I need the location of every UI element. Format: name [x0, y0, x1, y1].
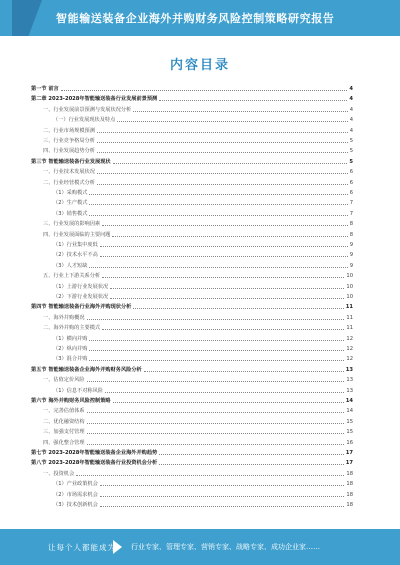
toc-entry[interactable]: [31, 500, 353, 508]
toc-leader-dots: [110, 298, 344, 299]
toc-entry[interactable]: [31, 209, 353, 217]
toc-entry-page: 10: [346, 283, 353, 290]
toc-entry-label: （1）信息不对称风险: [53, 387, 103, 394]
toc-entry-page: 4: [349, 127, 353, 134]
toc-entry-page: 14: [346, 408, 353, 415]
toc-entry[interactable]: [31, 250, 353, 258]
toc-entry[interactable]: [31, 458, 353, 466]
toc-leader-dots: [102, 277, 344, 278]
toc-entry-page: 6: [349, 169, 353, 176]
toc-leader-dots: [61, 90, 348, 91]
toc-entry-label: （1）采购模式: [53, 190, 88, 196]
toc-entry[interactable]: [31, 178, 353, 186]
table-of-contents: [31, 84, 353, 516]
toc-leader-dots: [89, 194, 347, 195]
toc-entry-label: 三、加强支付管理: [43, 429, 85, 436]
toc-entry-label: （3）混合并购: [53, 356, 88, 363]
toc-entry[interactable]: [31, 167, 353, 175]
toc-leader-dots: [133, 111, 347, 112]
toc-leader-dots: [100, 506, 345, 507]
toc-entry-label: 二、行业经营模式分析: [43, 179, 95, 186]
toc-entry-label: 五、行业上下游关系分析: [43, 273, 101, 280]
toc-entry-page: 8: [349, 221, 353, 228]
toc-entry[interactable]: [31, 438, 353, 446]
toc-entry[interactable]: [31, 427, 353, 435]
toc-entry-label: 三、行业发展的影响因素: [43, 221, 101, 228]
toc-entry[interactable]: [31, 292, 353, 300]
toc-entry-page: 11: [345, 304, 353, 311]
toc-entry-page: 17: [345, 460, 353, 467]
toc-entry-page: 9: [349, 242, 353, 248]
toc-entry[interactable]: [31, 344, 353, 352]
toc-leader-dots: [87, 433, 345, 434]
toc-entry-page: 14: [345, 398, 353, 404]
toc-entry-page: 5: [349, 148, 353, 155]
toc-entry-page: 17: [345, 450, 353, 456]
toc-entry-page: 4: [349, 106, 353, 113]
toc-leader-dots: [102, 329, 344, 330]
toc-entry-label: 四、行业发展面临的主要问题: [43, 231, 111, 238]
toc-leader-dots: [97, 173, 348, 174]
toc-leader-dots: [102, 225, 348, 226]
toc-entry[interactable]: [31, 365, 353, 373]
toc-leader-dots: [89, 204, 347, 205]
toc-entry[interactable]: [31, 334, 353, 342]
toc-entry-page: 16: [346, 439, 353, 446]
toc-leader-dots: [87, 423, 345, 424]
toc-entry-page: 15: [346, 418, 353, 425]
toc-entry-label: （一）行业发展现状及特点: [53, 117, 116, 124]
toc-entry-label: 三、行业竞争格局分析: [43, 138, 95, 144]
toc-entry-page: 13: [345, 366, 353, 373]
toc-entry-label: 二、海外并购的主要模式: [43, 325, 101, 332]
toc-leader-dots: [159, 464, 344, 465]
toc-entry-label: 二、行业市场规模预测: [43, 127, 95, 134]
toc-leader-dots: [100, 496, 345, 497]
toc-leader-dots: [113, 163, 348, 164]
toc-entry[interactable]: [31, 126, 353, 134]
toc-leader-dots: [113, 402, 344, 403]
toc-leader-dots: [87, 319, 345, 320]
toc-entry[interactable]: [31, 479, 353, 487]
toc-entry[interactable]: [31, 261, 353, 269]
toc-entry[interactable]: [31, 313, 353, 321]
toc-leader-dots: [97, 142, 348, 143]
toc-entry-label: 第八节 2023-2028年智能输送装备行业投资机会分析: [31, 460, 158, 467]
toc-leader-dots: [117, 121, 347, 122]
toc-entry-page: 9: [349, 252, 353, 259]
toc-entry[interactable]: [31, 105, 353, 113]
toc-entry-page: 10: [346, 294, 353, 300]
toc-entry[interactable]: [31, 302, 353, 310]
toc-entry-page: 18: [346, 502, 353, 508]
toc-entry-page: 15: [346, 429, 353, 436]
toc-entry[interactable]: [31, 417, 353, 425]
toc-entry-page: 9: [349, 262, 353, 269]
toc-entry[interactable]: [31, 136, 353, 144]
toc-leader-dots: [105, 392, 344, 393]
toc-entry[interactable]: [31, 323, 353, 331]
toc-entry-page: 18: [346, 470, 353, 477]
toc-entry-label: 第六节 海外并购财务风险控制策略: [31, 398, 111, 404]
toc-entry-label: 第四节 智能输送装备行业海外并购现状分析: [31, 304, 132, 311]
toc-entry[interactable]: [31, 157, 353, 165]
toc-leader-dots: [89, 350, 344, 351]
toc-entry-page: 12: [346, 335, 353, 342]
toc-leader-dots: [76, 475, 344, 476]
toc-leader-dots: [97, 152, 348, 153]
toc-entry-page: 13: [346, 377, 353, 384]
toc-entry-label: 第二章 2023-2028年智能输送装备行业发展前景预测: [31, 96, 158, 103]
toc-entry-label: （2）市场需求机会: [53, 491, 98, 498]
toc-entry-label: （2）技术水平不高: [53, 252, 98, 259]
toc-entry-page: 18: [346, 491, 353, 498]
toc-entry-label: 四、强化整合管理: [43, 439, 85, 446]
toc-entry[interactable]: [31, 94, 353, 102]
toc-entry-page: 4: [349, 117, 353, 124]
toc-entry[interactable]: [31, 469, 353, 477]
toc-leader-dots: [89, 340, 344, 341]
toc-leader-dots: [89, 215, 347, 216]
toc-leader-dots: [100, 246, 348, 247]
toc-entry[interactable]: [31, 115, 353, 123]
toc-entry-page: 8: [349, 231, 353, 238]
toc-leader-dots: [87, 381, 345, 382]
report-title: 智能输送装备企业海外并购财务风险控制策略研究报告: [56, 12, 335, 25]
toc-entry-page: 18: [346, 481, 353, 488]
toc-leader-dots: [89, 267, 347, 268]
toc-entry[interactable]: [31, 406, 353, 414]
toc-entry-label: 一、行业发展前景预测与发展状况分析: [43, 106, 132, 113]
toc-entry-label: （1）上游行业发展状况: [53, 283, 109, 290]
header-logo-icon: [12, 0, 42, 36]
toc-entry-label: （3）销售模式: [53, 210, 88, 217]
toc-entry-label: （1）产业政策机会: [53, 481, 98, 488]
toc-leader-dots: [159, 454, 344, 455]
toc-leader-dots: [159, 100, 347, 101]
toc-entry-label: （3）人才短缺: [53, 262, 88, 269]
toc-entry[interactable]: [31, 490, 353, 498]
toc-entry-page: 10: [346, 273, 353, 280]
toc-entry-label: 四、行业发展趋势分析: [43, 148, 95, 155]
toc-entry-label: 一、海外并购概况: [43, 314, 85, 321]
toc-entry-page: 5: [349, 158, 353, 165]
toc-entry-page: 12: [346, 356, 353, 363]
toc-entry[interactable]: [31, 375, 353, 383]
toc-leader-dots: [87, 444, 345, 445]
page-footer: [0, 529, 400, 565]
toc-entry-label: 一、行业技术发展状况: [43, 169, 95, 176]
toc-entry[interactable]: [31, 240, 353, 248]
toc-entry-page: 11: [346, 314, 353, 321]
page-header: [0, 0, 400, 36]
toc-entry-label: 第三节 智能输送装备行业发展现状: [31, 158, 111, 165]
toc-entry-label: （1）行业集中度低: [53, 242, 98, 248]
toc-leader-dots: [112, 236, 347, 237]
toc-entry-label: 第七节 2023-2028年智能输送装备企业海外并购趋势: [31, 450, 158, 456]
toc-entry[interactable]: [31, 219, 353, 227]
toc-entry-label: 二、优化融资结构: [43, 418, 85, 425]
toc-leader-dots: [100, 256, 348, 257]
toc-entry[interactable]: [31, 386, 353, 394]
toc-entry[interactable]: [31, 146, 353, 154]
toc-entry-page: 7: [349, 210, 353, 217]
toc-entry-page: 13: [346, 387, 353, 394]
toc-entry-label: 第五节 智能输送装备企业海外并购财务风险分析: [31, 366, 142, 373]
toc-entry[interactable]: [31, 84, 353, 92]
toc-leader-dots: [100, 485, 345, 486]
footer-arrow-icon: [113, 540, 122, 554]
toc-entry[interactable]: [31, 448, 353, 456]
toc-entry-label: （2）纵向并购: [53, 346, 88, 352]
toc-entry-label: （1）横向并购: [53, 335, 88, 342]
toc-entry[interactable]: [31, 282, 353, 290]
toc-entry-page: 6: [349, 179, 353, 186]
toc-entry-page: 6: [349, 190, 353, 196]
toc-entry[interactable]: [31, 188, 353, 196]
toc-leader-dots: [89, 360, 344, 361]
toc-entry-page: 11: [346, 325, 353, 332]
toc-entry[interactable]: [31, 396, 353, 404]
toc-entry-label: 第一节 前言: [31, 86, 59, 92]
toc-entry-page: 4: [349, 86, 353, 92]
toc-entry[interactable]: [31, 230, 353, 238]
toc-leader-dots: [97, 132, 348, 133]
toc-entry-page: 12: [346, 346, 353, 352]
toc-heading: 内容目录: [169, 58, 230, 73]
toc-entry-page: 4: [349, 96, 353, 103]
toc-entry[interactable]: [31, 198, 353, 206]
toc-entry[interactable]: [31, 354, 353, 362]
toc-entry-label: 一、完善估值体系: [43, 408, 85, 415]
toc-leader-dots: [110, 288, 344, 289]
toc-entry-label: （3）技术创新机会: [53, 502, 98, 508]
toc-leader-dots: [144, 371, 344, 372]
toc-entry-page: 5: [349, 138, 353, 144]
toc-entry-label: 一、估值定价风险: [43, 377, 85, 384]
toc-entry-page: 7: [349, 200, 353, 207]
toc-entry-label: （2）下游行业发展状况: [53, 294, 109, 300]
toc-leader-dots: [97, 184, 348, 185]
toc-entry-label: （2）生产模式: [53, 200, 88, 207]
toc-entry[interactable]: [31, 271, 353, 279]
toc-leader-dots: [133, 308, 343, 309]
toc-entry-label: 一、投资机会: [43, 470, 75, 477]
footer-slogan: 让每个人都能成为: [48, 543, 116, 552]
footer-roles: 行业专家、管理专家、营销专家、战略专家、成功企业家……: [131, 543, 320, 551]
toc-leader-dots: [87, 412, 345, 413]
